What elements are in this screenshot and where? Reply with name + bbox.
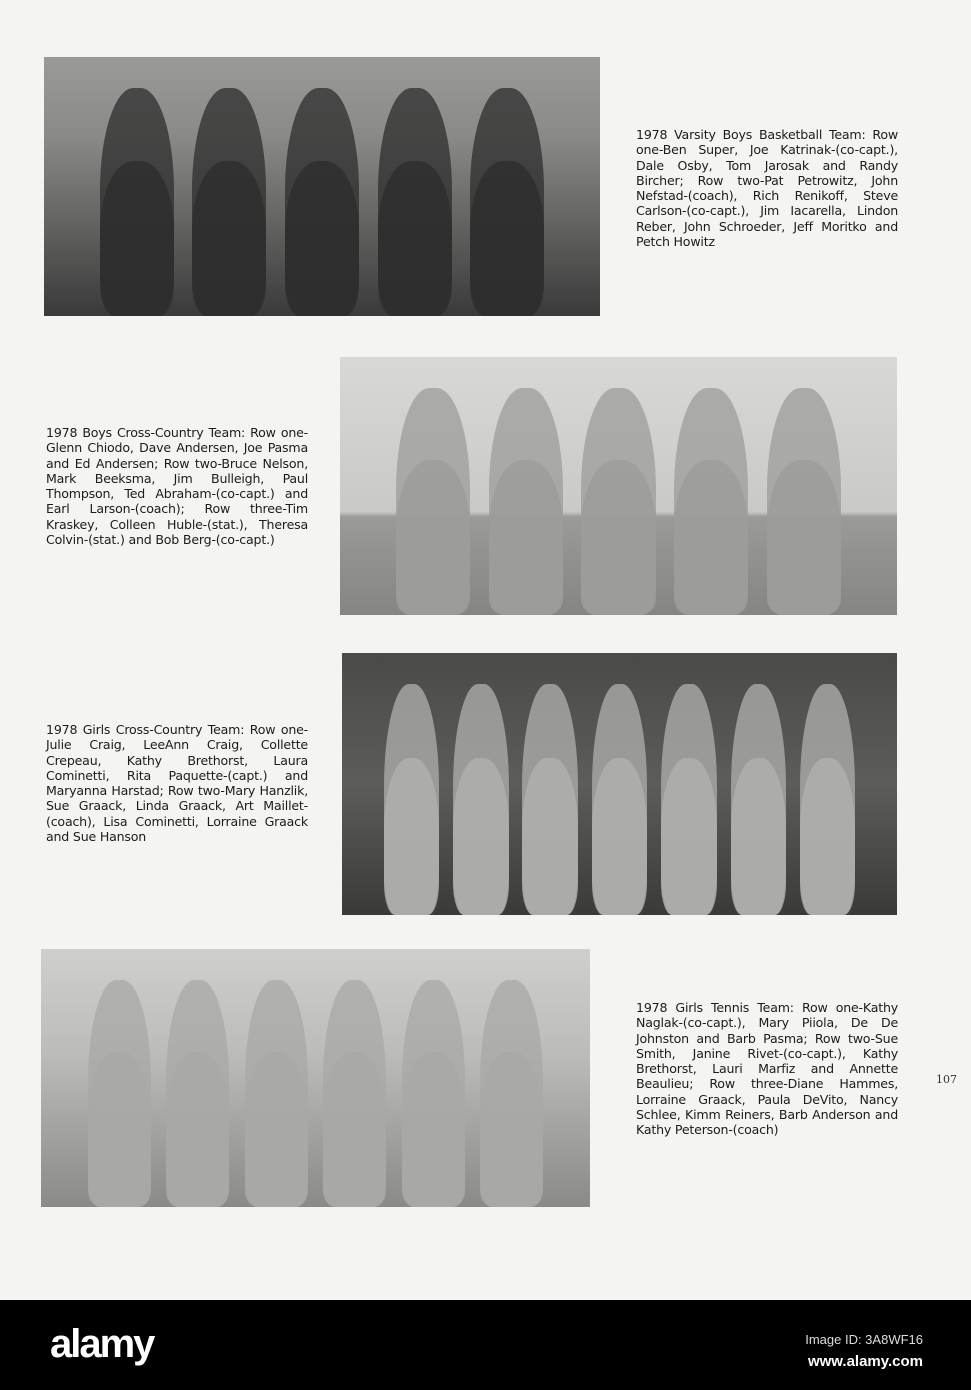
team-member-figure xyxy=(592,758,648,915)
page-number: 107 xyxy=(936,1073,957,1086)
girls-cross-country-team-photo xyxy=(342,653,897,915)
team-member-figure xyxy=(192,161,266,316)
boys-cross-country-team-photo xyxy=(340,357,897,615)
girls-tennis-caption: 1978 Girls Tennis Team: Row one-Kathy Naglak-(co-capt.), Mary Piiola, De De Johnston and Barb Pasma; Row two-Sue Smith, Janine Rivet-(co-capt.), Kathy Brethorst, Lauri Marfiz and Annette Beaulieu; Row three-Diane Hammes, Lorraine Graack, Paula DeVito, Nancy Schlee, Kimm Reiners, Barb Anderson and Kathy Peterson-(coach) xyxy=(636,1000,898,1138)
team-member-figure xyxy=(470,161,544,316)
team-member-figure xyxy=(800,758,856,915)
boys-basketball-team-photo xyxy=(44,57,600,316)
team-member-figure xyxy=(480,1124,543,1207)
girls-tennis-team-photo xyxy=(41,949,590,1207)
team-member-figure xyxy=(166,1124,229,1207)
team-member-figure xyxy=(402,1124,465,1207)
team-member-figure xyxy=(581,532,655,615)
team-member-figure xyxy=(245,1124,308,1207)
site-url: www.alamy.com xyxy=(807,1353,923,1370)
team-member-figure xyxy=(767,532,841,615)
team-member-figure xyxy=(489,532,563,615)
team-member-figure xyxy=(731,758,787,915)
team-member-figure xyxy=(285,161,359,316)
team-member-figure xyxy=(661,758,717,915)
watermark-bar xyxy=(0,1300,971,1390)
boys-cross-country-caption: 1978 Boys Cross-Country Team: Row one-Glenn Chiodo, Dave Andersen, Joe Pasma and Ed Andersen; Row two-Bruce Nelson, Mark Beeksma, Jim Bulleigh, Paul Thompson, Ted Abraham-(co-capt.) and Earl Larson-(coach); Row three-Tim Kraskey, Colleen Huble-(stat.), Theresa Colvin-(stat.) and Bob Berg-(co-capt.) xyxy=(46,425,308,548)
alamy-logo: alamy xyxy=(50,1322,154,1366)
team-member-figure xyxy=(522,758,578,915)
boys-basketball-caption: 1978 Varsity Boys Basketball Team: Row one-Ben Super, Joe Katrinak-(co-capt.), Dale Osby, Tom Jarosak and Randy Bircher; Row two-Pat Petrowitz, John Nefstad-(coach), Rich Renikoff, Steve Carlson-(co-capt.), Jim Iacarella, Lindon Reber, John Schroeder, Jeff Moritko and Petch Howitz xyxy=(636,127,898,250)
girls-cross-country-caption: 1978 Girls Cross-Country Team: Row one-Julie Craig, LeeAnn Craig, Collette Crepeau, Kathy Brethorst, Laura Cominetti, Rita Paquette-(capt.) and Maryanna Harstad; Row two-Mary Hanzlik, Sue Graack, Linda Graack, Art Maillet-(coach), Lisa Cominetti, Lorraine Graack and Sue Hanson xyxy=(46,722,308,845)
team-member-figure xyxy=(100,161,174,316)
team-member-figure xyxy=(88,1124,151,1207)
team-member-figure xyxy=(396,532,470,615)
team-member-figure xyxy=(378,161,452,316)
image-id: Image ID: 3A8WF16 xyxy=(805,1332,923,1347)
team-member-figure xyxy=(384,758,440,915)
team-member-figure xyxy=(453,758,509,915)
team-member-figure xyxy=(323,1124,386,1207)
team-member-figure xyxy=(674,532,748,615)
